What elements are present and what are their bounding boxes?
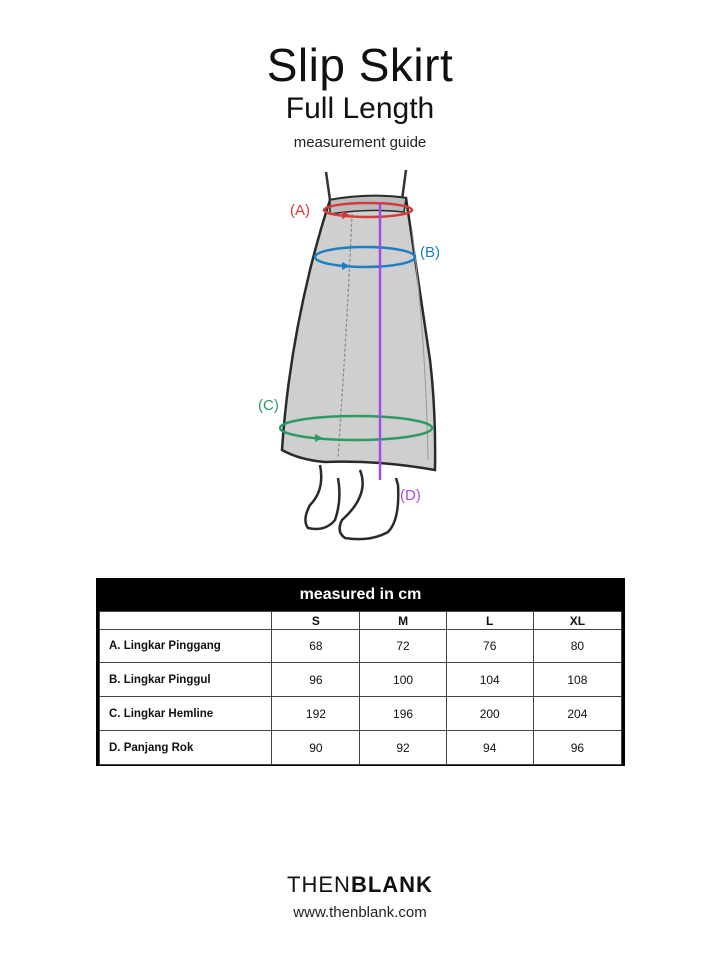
table-cell: 72 bbox=[360, 630, 446, 663]
table-row bbox=[100, 731, 622, 765]
row-label: B. Lingkar Pinggul bbox=[100, 663, 272, 697]
size-header: M bbox=[360, 612, 446, 630]
header-empty bbox=[100, 612, 272, 630]
label-b: (B) bbox=[420, 244, 440, 261]
table-cell: 76 bbox=[446, 630, 533, 663]
table-cell: 108 bbox=[533, 663, 621, 697]
table-cell: 68 bbox=[272, 630, 360, 663]
table-cell: 94 bbox=[446, 731, 533, 765]
label-d: (D) bbox=[400, 487, 421, 504]
table-cell: 80 bbox=[533, 630, 621, 663]
table-row bbox=[100, 630, 622, 663]
product-title: Slip Skirt bbox=[266, 39, 454, 91]
table-cell: 192 bbox=[272, 697, 360, 731]
table-cell: 92 bbox=[360, 731, 446, 765]
strap-right bbox=[402, 170, 406, 200]
size-header-row bbox=[100, 612, 622, 630]
table-cell: 204 bbox=[533, 697, 621, 731]
skirt-illustration bbox=[230, 160, 490, 555]
table-row bbox=[100, 697, 622, 731]
brand-then: THEN bbox=[287, 872, 351, 897]
label-a: (A) bbox=[290, 202, 310, 219]
table-cell: 96 bbox=[533, 731, 621, 765]
brand-logo bbox=[0, 872, 720, 898]
guide-label: measurement guide bbox=[293, 134, 427, 151]
website-url: www.thenblank.com bbox=[293, 904, 427, 921]
size-grid bbox=[99, 611, 622, 765]
table-caption: measured in cm bbox=[299, 585, 422, 603]
label-c: (C) bbox=[258, 397, 279, 414]
skirt-body bbox=[282, 196, 435, 470]
strap-left bbox=[326, 172, 330, 200]
row-label: C. Lingkar Hemline bbox=[100, 697, 272, 731]
table-cell: 196 bbox=[360, 697, 446, 731]
product-subtitle: Full Length bbox=[285, 92, 435, 125]
table-cell: 90 bbox=[272, 731, 360, 765]
leg-right bbox=[340, 470, 399, 539]
row-label: A. Lingkar Pinggang bbox=[100, 630, 272, 663]
size-table bbox=[96, 578, 625, 766]
size-header: XL bbox=[533, 612, 621, 630]
brand-blank: BLANK bbox=[350, 872, 433, 897]
table-cell: 100 bbox=[360, 663, 446, 697]
leg-left bbox=[305, 465, 339, 529]
table-row bbox=[100, 663, 622, 697]
row-label: D. Panjang Rok bbox=[100, 731, 272, 765]
size-header: S bbox=[272, 612, 360, 630]
table-cell: 96 bbox=[272, 663, 360, 697]
size-header: L bbox=[446, 612, 533, 630]
table-cell: 200 bbox=[446, 697, 533, 731]
table-cell: 104 bbox=[446, 663, 533, 697]
